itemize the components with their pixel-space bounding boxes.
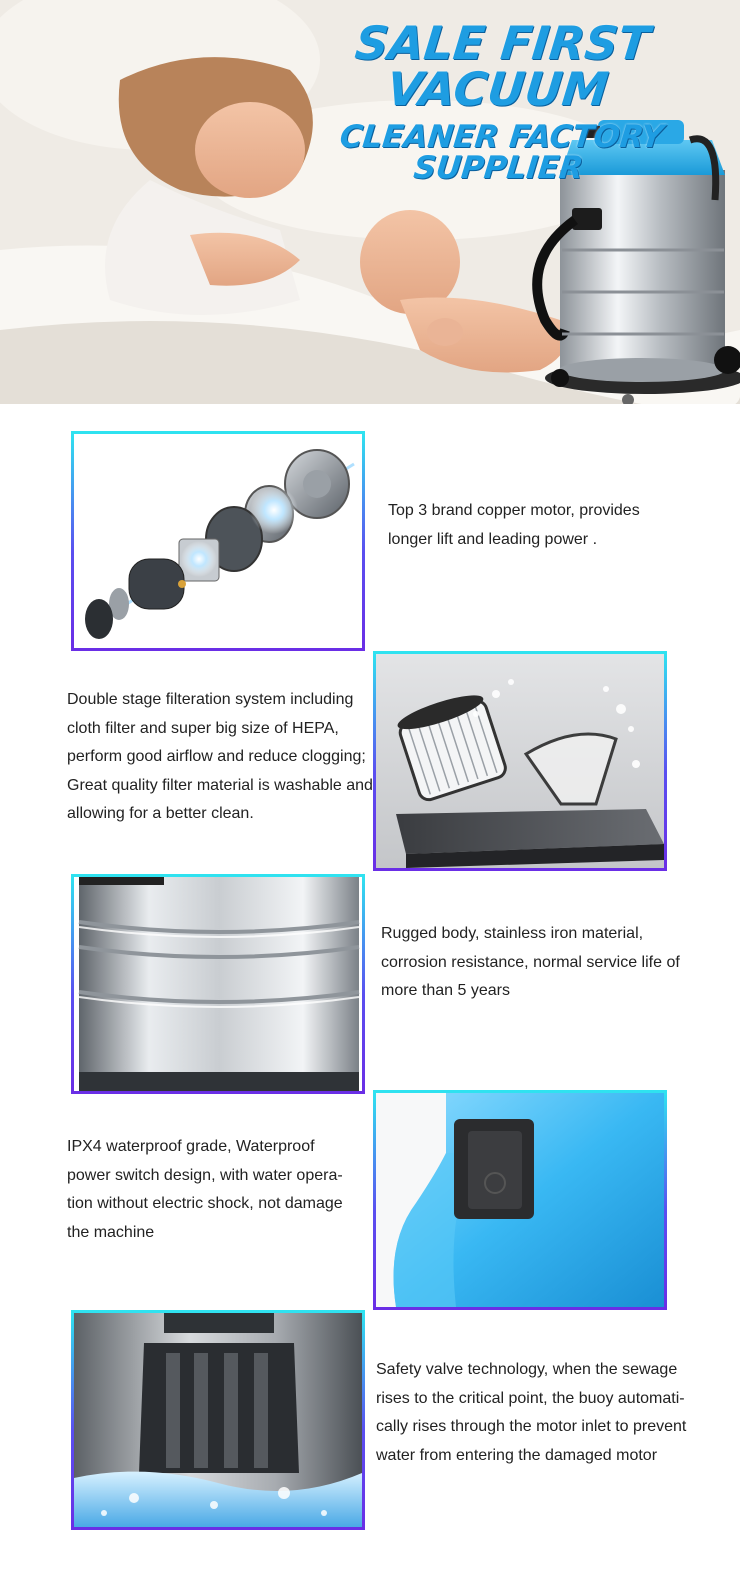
motor-exploded-image (74, 434, 362, 648)
hero-banner (0, 0, 740, 404)
waterproof-switch-image (376, 1093, 664, 1307)
motor-description: Top 3 brand copper motor, provides longer lift and leading power . (388, 502, 640, 548)
hero-title (290, 16, 710, 186)
body-description: Rugged body, stainless iron material, corrosion resistance, normal service life of more than 5 years (381, 925, 680, 999)
switch-description: IPX4 waterproof grade, Waterproof power switch design, with water opera-tion without electric shock, not damage the machine (67, 1138, 343, 1241)
switch-image-frame (373, 1090, 667, 1310)
filter-image (376, 654, 664, 868)
body-image-frame (71, 874, 365, 1094)
safety-valve-image (74, 1313, 362, 1527)
stainless-body-image (74, 877, 362, 1091)
valve-description: Safety valve technology, when the sewage rises to the critical point, the buoy automati-cally rises through the motor inlet to prevent water from entering the damaged motor (376, 1361, 687, 1464)
filter-image-frame (373, 651, 667, 871)
motor-image-frame (71, 431, 365, 651)
hero-title-line1: SALE FIRST VACUUM (352, 16, 653, 116)
filter-description: Double stage filteration system including cloth filter and super big size of HEPA, perform good airflow and reduce clogging; Great quality filter material is washable and allowing for a better clean. (67, 691, 373, 822)
hero-title-line2: CLEANER FACTORY SUPPLIER (338, 119, 666, 186)
valve-image-frame (71, 1310, 365, 1530)
